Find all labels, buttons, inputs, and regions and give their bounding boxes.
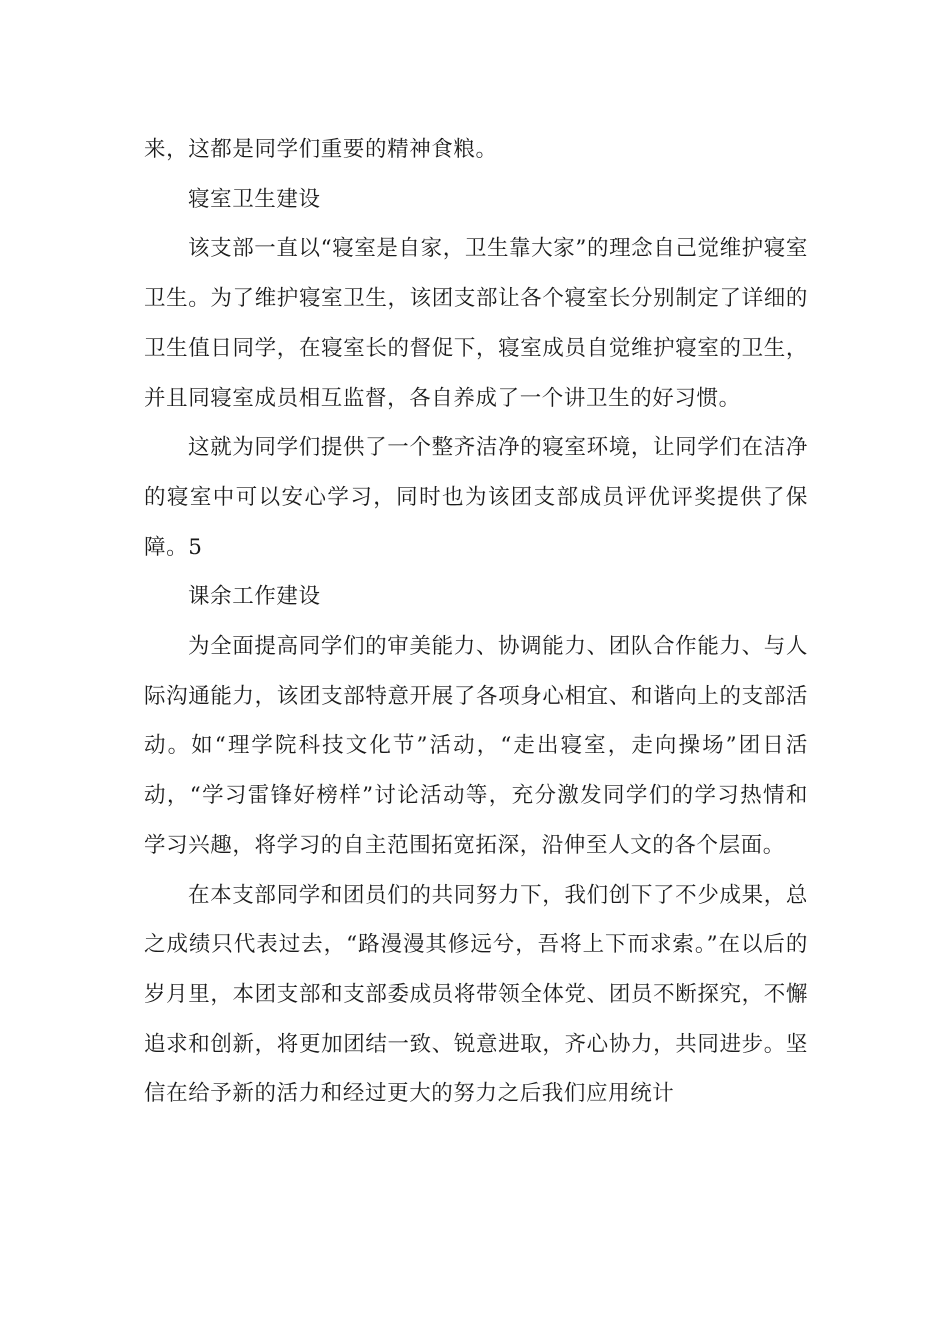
paragraph-achievements: 在本支部同学和团员们的共同努力下，我们创下了不少成果，总之成绩只代表过去，“路漫漫其修远兮，吾将上下而求索。”在以后的岁月里，本团支部和支部委成员将带领全体党、团员不断探究，不懈追求和创新，将更加团结一致、锐意进取，齐心协力，共同进步。坚信在给予新的活力和经过更大的努力之后我们应用统计 <box>144 882 808 1107</box>
paragraph-dormitory-hygiene: 该支部一直以“寝室是自家，卫生靠大家”的理念自己觉维护寝室卫生。为了维护寝室卫生，该团支部让各个寝室长分别制定了详细的卫生值日同学，在寝室长的督促下，寝室成员自觉维护寝室的卫生，并且同寝室成员相互监督，各自养成了一个讲卫生的好习惯。 <box>144 236 808 411</box>
section-heading-extracurricular: 课余工作建设 <box>188 584 321 610</box>
paragraph-continuation: 来，这都是同学们重要的精神食粮。 <box>144 137 498 162</box>
paragraph-dormitory-environment: 这就为同学们提供了一个整齐洁净的寝室环境，让同学们在洁净的寝室中可以安心学习，同时也为该团支部成员评优评奖提供了保障。5 <box>144 435 808 560</box>
paragraph-extracurricular-activities: 为全面提高同学们的审美能力、协调能力、团队合作能力、与人际沟通能力，该团支部特意开展了各项身心相宜、和谐向上的支部活动。如“理学院科技文化节”活动，“走出寝室，走向操场”团日活动，“学习雷锋好榜样”讨论活动等，充分激发同学们的学习热情和学习兴趣，将学习的自主范围拓宽拓深，沿伸至人文的各个层面。 <box>144 634 808 858</box>
document-body <box>144 125 808 1119</box>
section-heading-dormitory-hygiene: 寝室卫生建设 <box>188 186 321 212</box>
